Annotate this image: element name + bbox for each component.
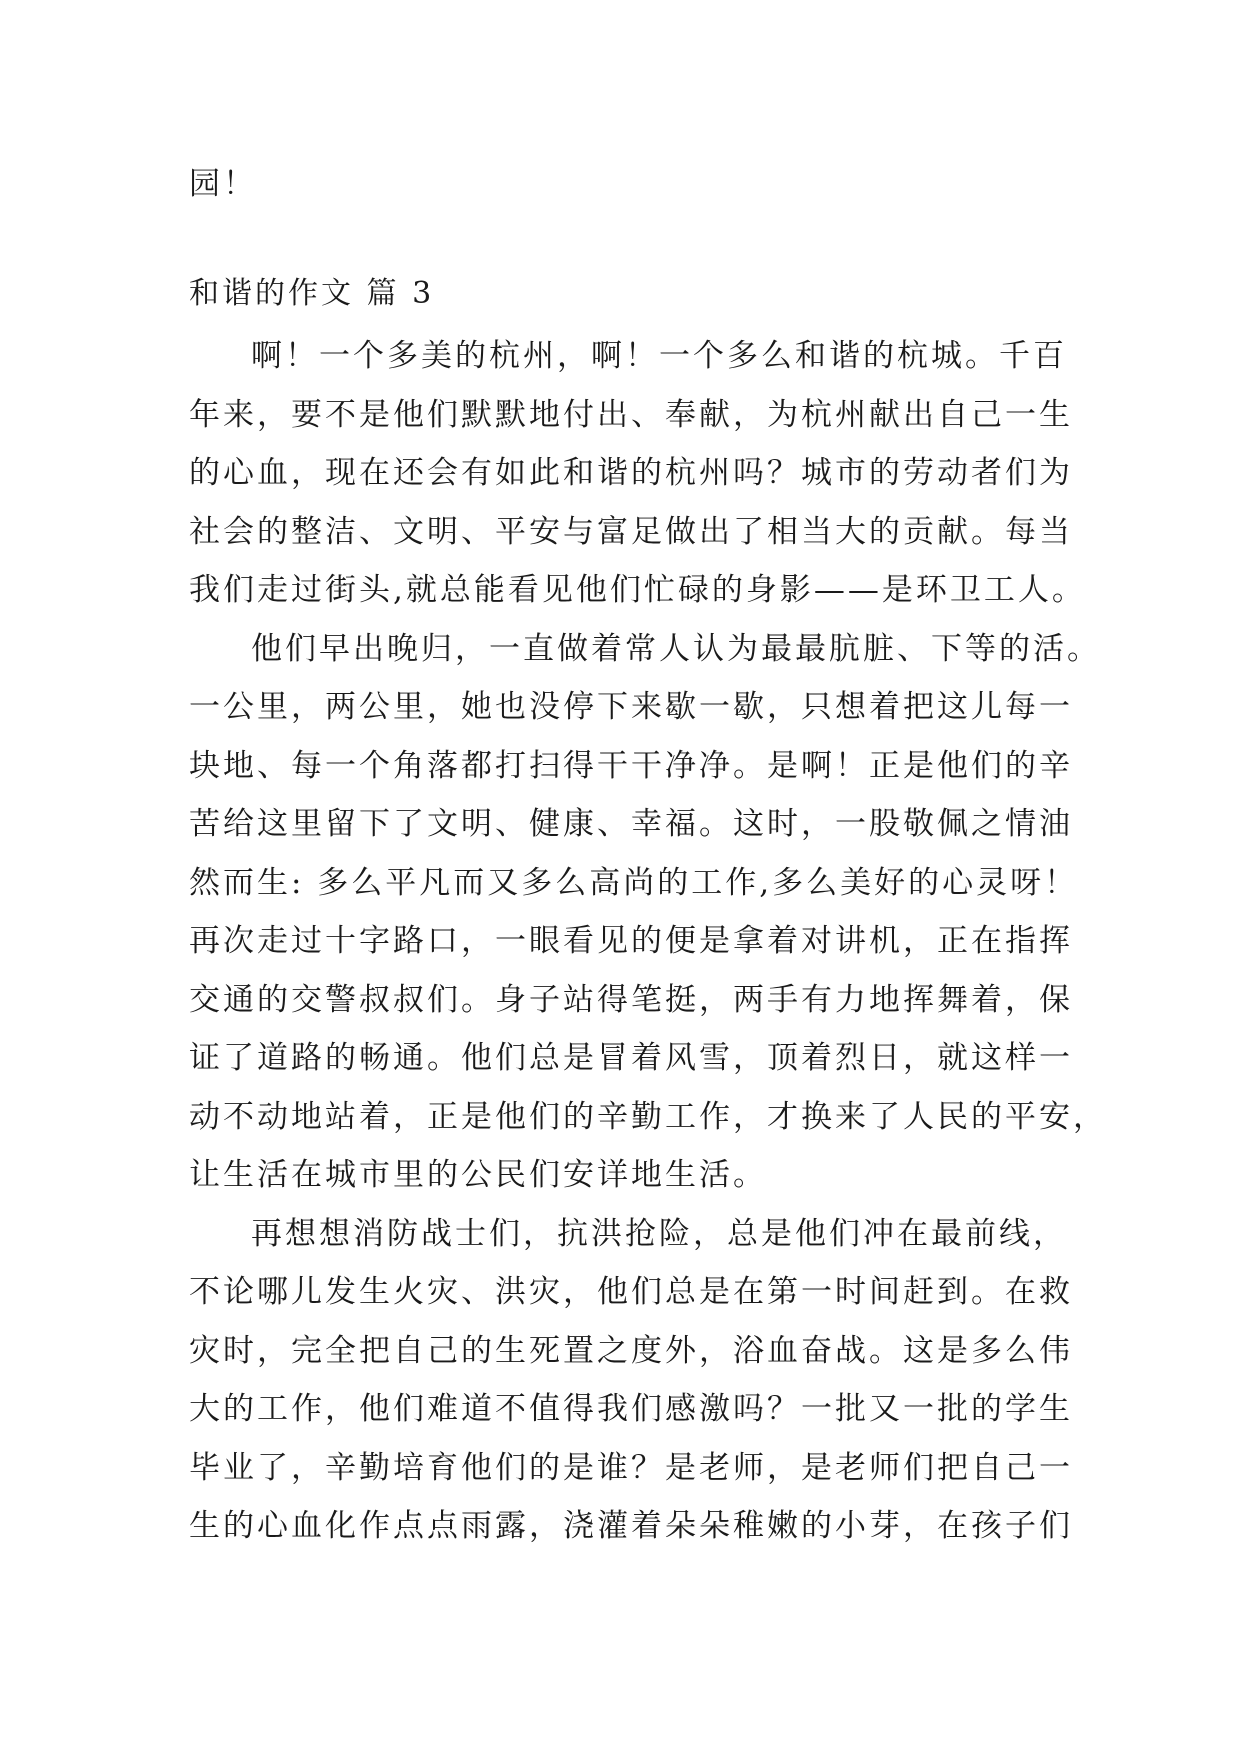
text-line: 再想想消防战士们，抗洪抢险，总是他们冲在最前线，: [251, 1215, 1067, 1252]
text-line: 灾时，完全把自己的生死置之度外，浴血奋战。这是多么伟: [189, 1332, 1073, 1369]
text-line: 一公里，两公里，她也没停下来歇一歇，只想着把这儿每一: [189, 689, 1073, 725]
text-line: 交通的交警叔叔们。身子站得笔挺，两手有力地挥舞着，保: [189, 981, 1073, 1018]
text-line: 我们走过街头,就总能看见他们忙碌的身影——是环卫工人。: [189, 572, 1086, 608]
text-line: 让生活在城市里的公民们安详地生活。: [189, 1157, 767, 1193]
text-line: 的心血，现在还会有如此和谐的杭州吗？城市的劳动者们为: [189, 455, 1073, 491]
text-line: 他们早出晚归，一直做着常人认为最最肮脏、下等的活。: [251, 630, 1101, 667]
text-line: 然而生: 多么平凡而又多么高尚的工作,多么美好的心灵呀！: [189, 864, 1079, 901]
text-line: 大的工作，他们难道不值得我们感激吗？一批又一批的学生: [189, 1391, 1073, 1427]
text-line: 毕业了，辛勤培育他们的是谁？是老师，是老师们把自己一: [189, 1449, 1073, 1486]
text-line: 不论哪儿发生火灾、洪灾，他们总是在第一时间赶到。在救: [189, 1274, 1073, 1310]
text-line: 社会的整洁、文明、平安与富足做出了相当大的贡献。每当: [189, 513, 1073, 550]
text-line: 块地、每一个角落都打扫得干干净净。是啊！正是他们的辛: [189, 747, 1073, 784]
text-line: 动不动地站着，正是他们的辛勤工作，才换来了人民的平安，: [189, 1098, 1107, 1135]
text-line: 生的心血化作点点雨露，浇灌着朵朵稚嫩的小芽，在孩子们: [189, 1508, 1073, 1544]
text-line: 苦给这里留下了文明、健康、幸福。这时，一股敬佩之情油: [189, 806, 1073, 842]
article-body: [189, 327, 1107, 1556]
section-heading: 和谐的作文 篇 3: [189, 276, 435, 311]
text-line: 再次走过十字路口，一眼看见的便是拿着对讲机，正在指挥: [189, 923, 1073, 959]
text-line: 年来，要不是他们默默地付出、奉献，为杭州献出自己一生: [189, 396, 1073, 433]
text-line: 啊！一个多美的杭州，啊！一个多么和谐的杭城。千百: [251, 338, 1067, 374]
text-line: 证了道路的畅通。他们总是冒着风雪，顶着烈日，就这样一: [189, 1040, 1073, 1076]
paragraph-fragment: 园！: [189, 166, 257, 202]
